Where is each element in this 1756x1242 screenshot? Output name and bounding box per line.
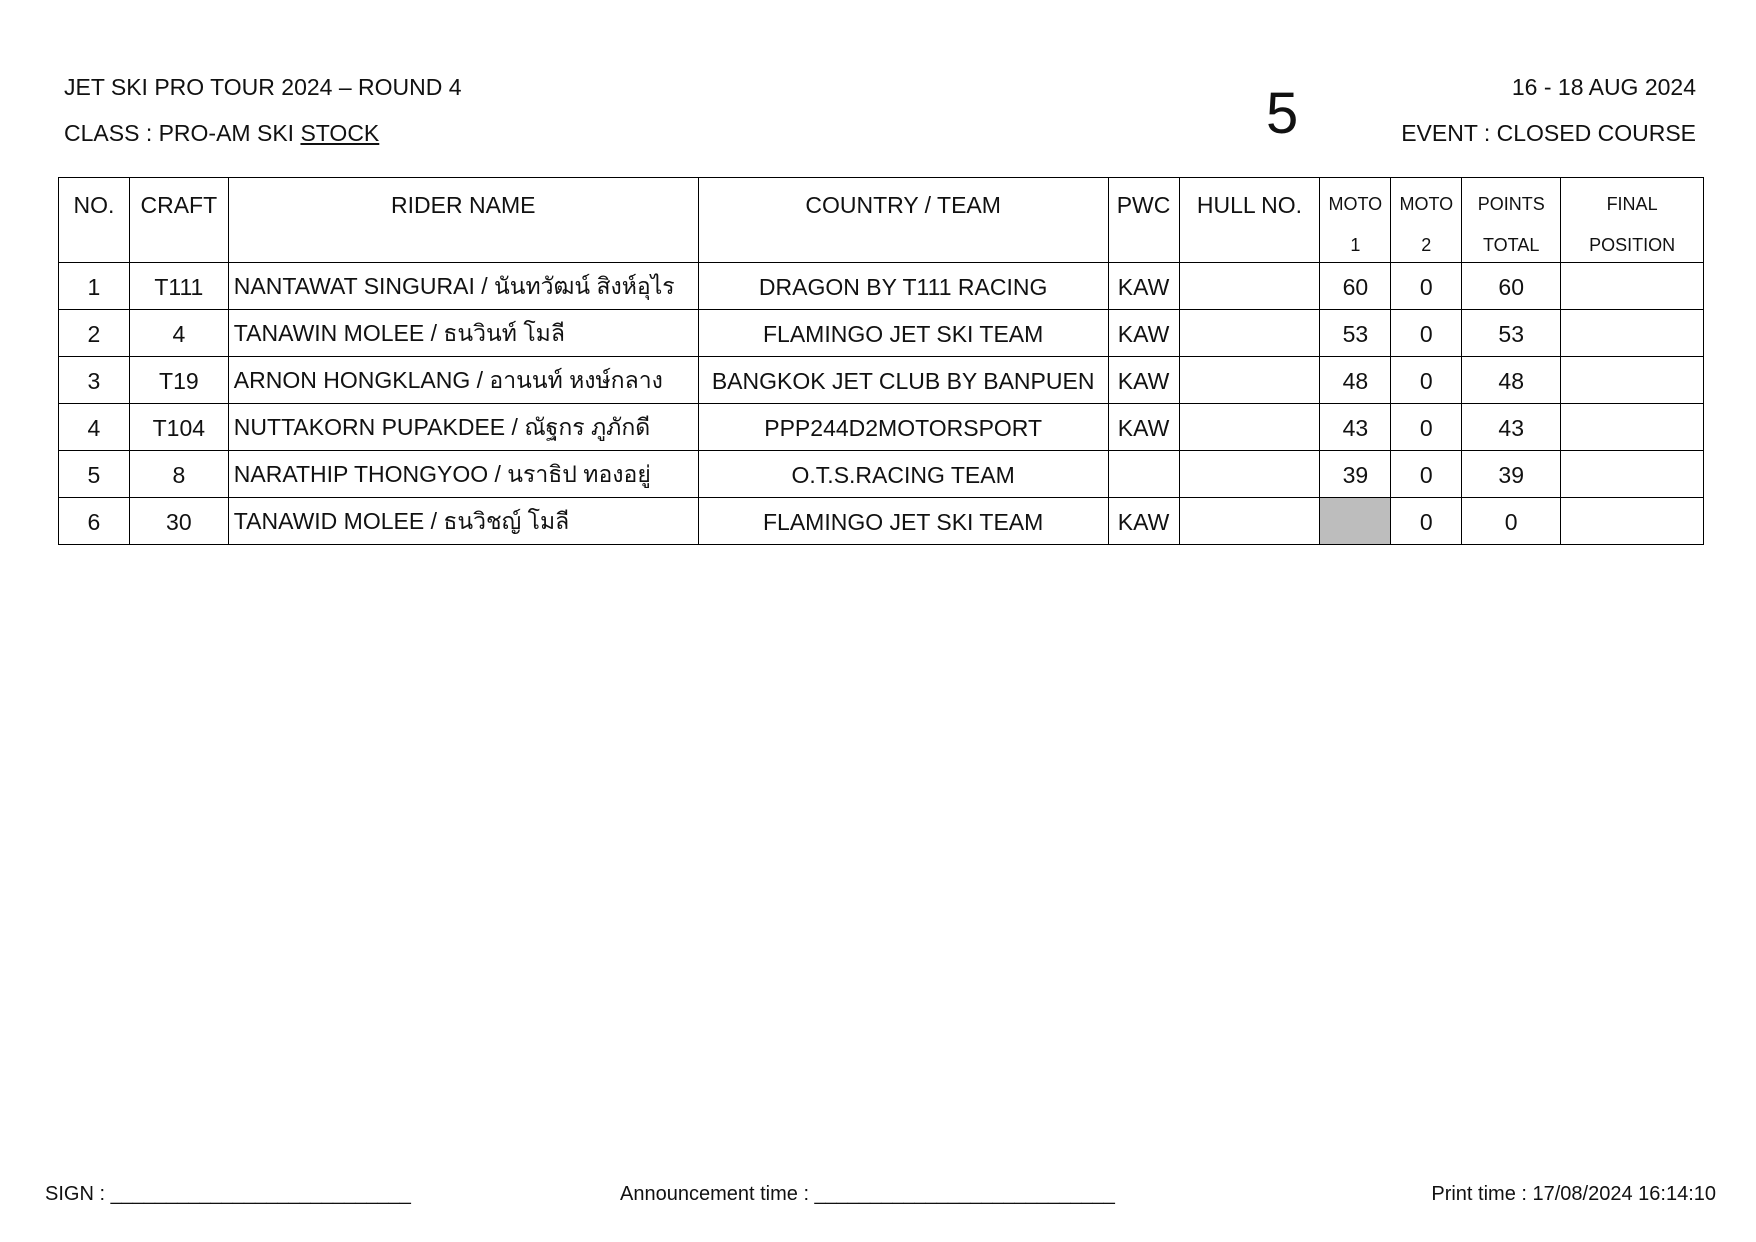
cell-final bbox=[1561, 404, 1704, 451]
print-time: Print time : 17/08/2024 16:14:10 bbox=[1431, 1183, 1716, 1205]
cell-pwc: KAW bbox=[1108, 263, 1179, 310]
cell-rider: TANAWIN MOLEE / ธนวินท์ โมลี bbox=[228, 310, 698, 357]
col-points-total: POINTS TOTAL bbox=[1462, 178, 1561, 263]
cell-rider: NARATHIP THONGYOO / นราธิป ทองอยู่ bbox=[228, 451, 698, 498]
header-row bbox=[59, 178, 1704, 263]
cell-final bbox=[1561, 263, 1704, 310]
cell-team: BANGKOK JET CLUB BY BANPUEN bbox=[698, 357, 1108, 404]
event-type: EVENT : CLOSED COURSE bbox=[1401, 120, 1696, 146]
heat-number: 5 bbox=[1266, 81, 1299, 146]
cell-no: 1 bbox=[59, 263, 130, 310]
cell-hull bbox=[1179, 310, 1320, 357]
cell-no: 6 bbox=[59, 498, 130, 545]
col-moto1: MOTO 1 bbox=[1320, 178, 1391, 263]
col-pwc: PWC bbox=[1108, 178, 1179, 263]
cell-hull bbox=[1179, 498, 1320, 545]
cell-hull bbox=[1179, 404, 1320, 451]
col-final-position: FINAL POSITION bbox=[1561, 178, 1704, 263]
cell-pwc: KAW bbox=[1108, 498, 1179, 545]
class-prefix: CLASS : PRO-AM SKI bbox=[64, 120, 301, 146]
col-team: COUNTRY / TEAM bbox=[698, 178, 1108, 263]
cell-hull bbox=[1179, 451, 1320, 498]
cell-pwc: KAW bbox=[1108, 404, 1179, 451]
cell-moto2: 0 bbox=[1391, 404, 1462, 451]
cell-team: FLAMINGO JET SKI TEAM bbox=[698, 498, 1108, 545]
cell-pwc bbox=[1108, 451, 1179, 498]
cell-total: 43 bbox=[1462, 404, 1561, 451]
cell-team: O.T.S.RACING TEAM bbox=[698, 451, 1108, 498]
cell-craft: T19 bbox=[129, 357, 228, 404]
sign-line: SIGN : ___________________________ bbox=[45, 1183, 411, 1205]
col-moto2: MOTO 2 bbox=[1391, 178, 1462, 263]
table-row bbox=[59, 310, 1704, 357]
table-row bbox=[59, 498, 1704, 545]
cell-total: 48 bbox=[1462, 357, 1561, 404]
cell-moto1: 53 bbox=[1320, 310, 1391, 357]
cell-pwc: KAW bbox=[1108, 357, 1179, 404]
class-emphasis: STOCK bbox=[300, 120, 380, 146]
event-dates: 16 - 18 AUG 2024 bbox=[1511, 74, 1696, 100]
cell-team: FLAMINGO JET SKI TEAM bbox=[698, 310, 1108, 357]
cell-no: 4 bbox=[59, 404, 130, 451]
cell-craft: 8 bbox=[129, 451, 228, 498]
cell-moto1: 43 bbox=[1320, 404, 1391, 451]
cell-hull bbox=[1179, 263, 1320, 310]
cell-final bbox=[1561, 451, 1704, 498]
col-no: NO. bbox=[59, 178, 130, 263]
cell-final bbox=[1561, 498, 1704, 545]
cell-moto2: 0 bbox=[1391, 357, 1462, 404]
cell-final bbox=[1561, 357, 1704, 404]
cell-craft: T111 bbox=[129, 263, 228, 310]
table-row bbox=[59, 263, 1704, 310]
cell-moto1: 39 bbox=[1320, 451, 1391, 498]
class-line bbox=[64, 120, 379, 147]
cell-total: 39 bbox=[1462, 451, 1561, 498]
cell-no: 3 bbox=[59, 357, 130, 404]
cell-team: DRAGON BY T111 RACING bbox=[698, 263, 1108, 310]
cell-craft: T104 bbox=[129, 404, 228, 451]
table-row bbox=[59, 404, 1704, 451]
table-row bbox=[59, 451, 1704, 498]
results-table bbox=[58, 177, 1704, 545]
cell-moto2: 0 bbox=[1391, 310, 1462, 357]
cell-moto2: 0 bbox=[1391, 498, 1462, 545]
cell-moto1-shaded bbox=[1320, 498, 1391, 545]
cell-total: 53 bbox=[1462, 310, 1561, 357]
cell-craft: 4 bbox=[129, 310, 228, 357]
cell-moto2: 0 bbox=[1391, 263, 1462, 310]
cell-team: PPP244D2MOTORSPORT bbox=[698, 404, 1108, 451]
table-row bbox=[59, 357, 1704, 404]
cell-total: 0 bbox=[1462, 498, 1561, 545]
col-craft: CRAFT bbox=[129, 178, 228, 263]
cell-rider: TANAWID MOLEE / ธนวิชญ์ โมลี bbox=[228, 498, 698, 545]
event-title: JET SKI PRO TOUR 2024 – ROUND 4 bbox=[64, 74, 462, 100]
cell-rider: ARNON HONGKLANG / อานนท์ หงษ์กลาง bbox=[228, 357, 698, 404]
cell-total: 60 bbox=[1462, 263, 1561, 310]
col-rider: RIDER NAME bbox=[228, 178, 698, 263]
cell-craft: 30 bbox=[129, 498, 228, 545]
cell-no: 2 bbox=[59, 310, 130, 357]
col-hull: HULL NO. bbox=[1179, 178, 1320, 263]
cell-rider: NUTTAKORN PUPAKDEE / ณัฐกร ภูภักดี bbox=[228, 404, 698, 451]
cell-hull bbox=[1179, 357, 1320, 404]
cell-no: 5 bbox=[59, 451, 130, 498]
cell-rider: NANTAWAT SINGURAI / นันทวัฒน์ สิงห์อุไร bbox=[228, 263, 698, 310]
announcement-time-line: Announcement time : ___________________________ bbox=[620, 1183, 1115, 1205]
cell-moto2: 0 bbox=[1391, 451, 1462, 498]
cell-moto1: 60 bbox=[1320, 263, 1391, 310]
cell-final bbox=[1561, 310, 1704, 357]
cell-pwc: KAW bbox=[1108, 310, 1179, 357]
cell-moto1: 48 bbox=[1320, 357, 1391, 404]
